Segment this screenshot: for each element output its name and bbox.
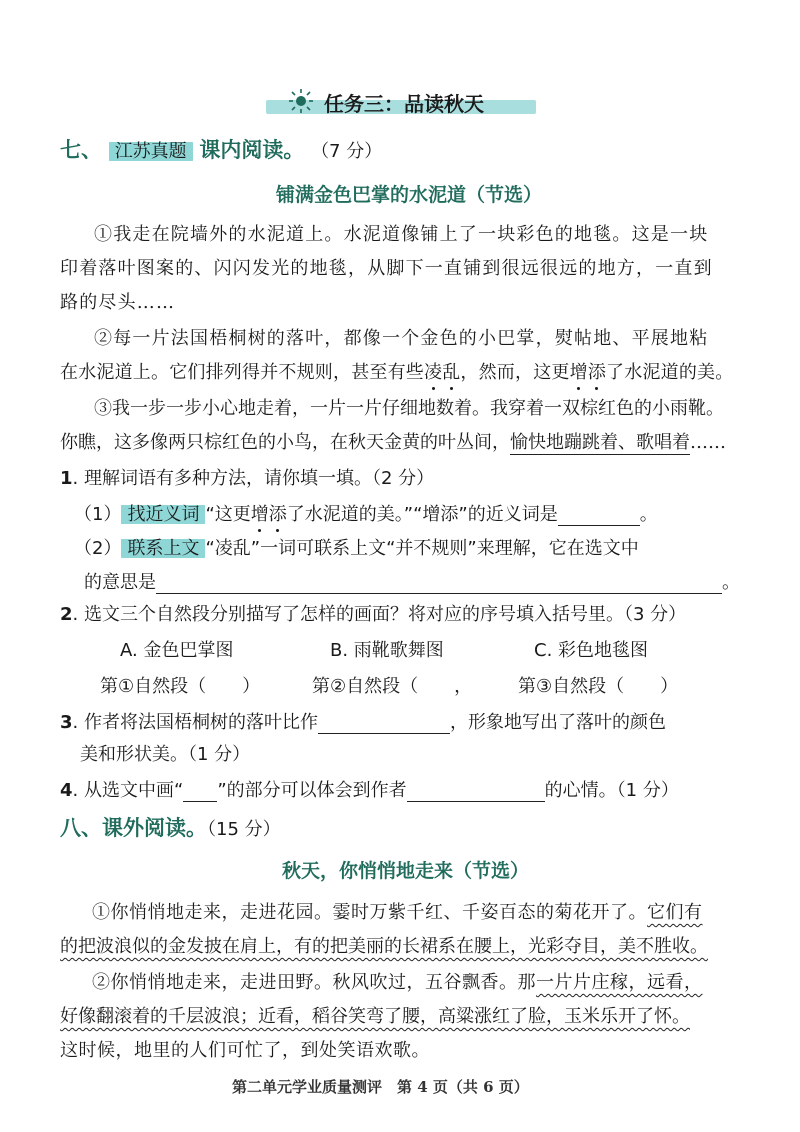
sub-2-number: （2） (74, 538, 122, 559)
wavy-underlined-text: 好像翻滚着的千层波浪；近看，稻谷笑弯了腰，高粱涨红了脸，玉米乐开了怀。 (60, 1006, 690, 1027)
sun-icon (286, 88, 316, 114)
p2-1-line-2 (60, 932, 708, 958)
question-3-number: 3 (60, 712, 73, 733)
wavy-underlined-text: 它们有 (647, 902, 703, 923)
dotted-char: 添 (268, 504, 287, 525)
task-banner (258, 88, 536, 116)
sub-1-text-a: “这更 (205, 504, 251, 525)
question-1-number: 1 (60, 468, 73, 489)
question-1-sub-2 (74, 534, 639, 560)
question-4-text-b: ”的部分可以体会到作者 (217, 780, 407, 801)
sub-1-text-b: 了水泥道的美。”“增添”的近义词是 (286, 504, 558, 525)
question-4-number: 4 (60, 780, 73, 801)
p3-line-2-b: …… (690, 432, 726, 453)
p1-line-3: 路的尽头…… (60, 292, 176, 313)
underlined-phrase: 愉快地蹦跳着、歌唱着 (510, 432, 690, 453)
p2-line-2-a: 在水泥道上。它们排列得并不规则，甚至有些 (60, 362, 424, 383)
sub-1-end: 。 (639, 504, 658, 525)
question-1-sub-1 (74, 500, 658, 526)
paragraph-3-answer[interactable]: 第③自然段（ ） (518, 676, 679, 697)
p2-line-2 (60, 358, 733, 384)
feeling-answer-blank[interactable] (407, 781, 545, 802)
dotted-char: 添 (587, 362, 607, 383)
p1-line-2: 印着落叶图案的、闪闪发光的地毯，从脚下一直铺到很远很远的地方，一直到 (60, 258, 713, 279)
dotted-char: 增 (250, 504, 269, 525)
p1-line-1: ①我走在院墙外的水泥道上。水泥道像铺上了一块彩色的地毯。这是一块 (94, 224, 709, 245)
p2-2-line-1-a: ②你悄悄地走来，走进田野。秋风吹过，五谷飘香。那 (92, 972, 536, 993)
question-1-sub-2-line-2 (84, 568, 740, 594)
section-7-title: 课内阅读。 (199, 138, 305, 162)
sub-1-tag: 找近义词 (121, 503, 205, 526)
question-3-text-b: ，形象地写出了落叶的颜色 (449, 712, 666, 733)
passage-2-title: 秋天，你悄悄地走来（节选） (282, 860, 530, 882)
page-footer: 第二单元学业质量测评 第 4 页（共 6 页） (232, 1078, 529, 1096)
option-c[interactable]: C. 彩色地毯图 (534, 640, 649, 661)
p2-1-line-1-a: ①你悄悄地走来，走进花园。霎时万紫千红、千姿百态的菊花开了。 (92, 902, 647, 923)
sub-2-text: “凌乱”一词可联系上文“并不规则”来理解，它在选文中 (205, 538, 639, 559)
meaning-answer-blank[interactable] (156, 573, 722, 594)
section-8-score: （15 分） (207, 819, 281, 840)
task-title: 任务三：品读秋天 (324, 92, 484, 116)
metaphor-answer-blank[interactable] (318, 713, 450, 734)
passage-1-title: 铺满金色巴掌的水泥道（节选） (276, 184, 543, 206)
wavy-underlined-text: 的把波浪似的金发披在肩上，有的把美丽的长裙系在腰上，光彩夺目，美不胜收。 (60, 936, 708, 957)
question-4 (60, 776, 679, 802)
question-1-text: . 理解词语有多种方法，请你填一填。（2 分） (72, 468, 435, 489)
question-2 (60, 600, 686, 626)
section-8-title: 课外阅读。 (102, 816, 207, 840)
question-3-line-2: 美和形状美。（1 分） (80, 744, 251, 765)
p2-line-1: ②每一片法国梧桐树的落叶，都像一个金色的小巴掌，熨帖地、平展地粘 (94, 328, 709, 349)
section-7-score: （7 分） (311, 141, 383, 162)
sub-2-end: 。 (722, 572, 740, 593)
wavy-underlined-text: 一片片庄稼，远看， (536, 972, 703, 993)
option-b[interactable]: B. 雨靴歌舞图 (330, 640, 444, 661)
question-4-text-a: . 从选文中画“ (72, 780, 184, 801)
p2-2-line-1 (92, 968, 703, 994)
question-3-text-a: . 作者将法国梧桐树的落叶比作 (72, 712, 318, 733)
dotted-char: 凌 (424, 362, 443, 383)
underline-sample (183, 781, 217, 802)
p2-2-line-2 (60, 1002, 690, 1028)
p2-line-2-c: 了水泥道的美。 (606, 362, 734, 383)
dotted-char: 乱 (442, 362, 461, 383)
section-7-header (60, 134, 382, 164)
paragraph-1-answer[interactable]: 第①自然段（ ） (100, 676, 261, 697)
section-8-header (60, 812, 281, 842)
question-4-text-c: 的心情。（1 分） (544, 780, 679, 801)
p2-line-2-b: ，然而，这更 (460, 362, 570, 383)
question-2-number: 2 (60, 604, 73, 625)
option-a[interactable]: A. 金色巴掌图 (120, 640, 234, 661)
question-2-text: . 选文三个自然段分别描写了怎样的画面？将对应的序号填入括号里。（3 分） (72, 604, 687, 625)
dotted-char: 增 (569, 362, 588, 383)
section-7-number: 七、 (60, 138, 102, 162)
question-1 (60, 464, 434, 490)
synonym-answer-blank[interactable] (558, 505, 640, 526)
p3-line-2 (60, 428, 726, 454)
sub-2-line-2: 的意思是 (84, 572, 156, 593)
section-7-tag: 江苏真题 (109, 140, 193, 163)
section-8-number: 八、 (60, 816, 102, 840)
p3-line-2-a: 你瞧，这多像两只棕红色的小鸟，在秋天金黄的叶丛间， (60, 432, 510, 453)
p2-2-line-3: 这时候，地里的人们可忙了，到处笑语欢歌。 (60, 1040, 430, 1061)
question-3 (60, 708, 666, 734)
p3-line-1: ③我一步一步小心地走着，一片一片仔细地数着。我穿着一双棕红色的小雨靴。 (94, 398, 724, 419)
sub-1-number: （1） (74, 504, 122, 525)
paragraph-2-answer[interactable]: 第②自然段（ ， (312, 676, 473, 697)
sub-2-tag: 联系上文 (121, 537, 205, 560)
p2-1-line-1 (92, 898, 703, 924)
